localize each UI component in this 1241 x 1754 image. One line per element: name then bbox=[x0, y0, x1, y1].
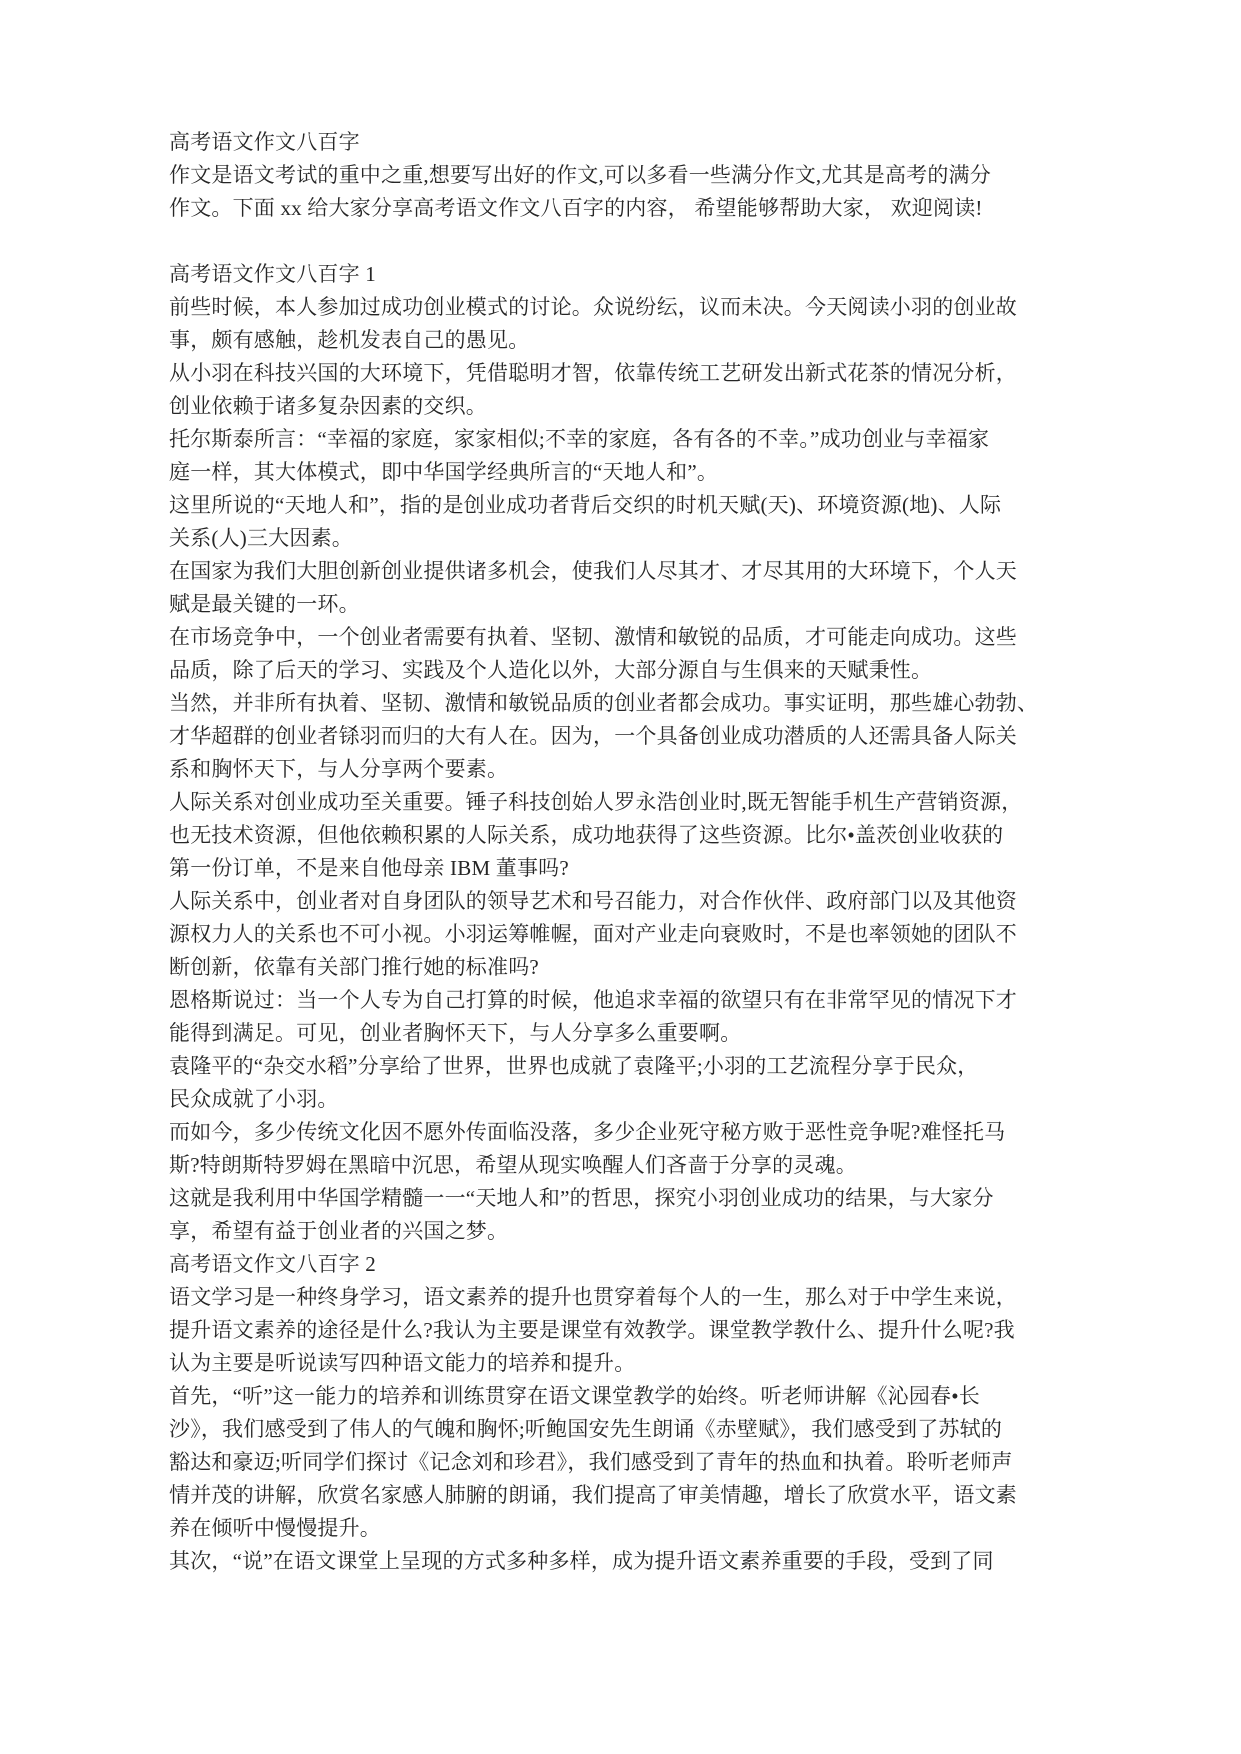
text-line: 品质，除了后天的学习、实践及个人造化以外，大部分源自与生俱来的天赋秉性。 bbox=[169, 658, 933, 682]
text-line: 当然，并非所有执着、坚韧、激情和敏锐品质的创业者都会成功。事实证明，那些雄心勃勃、 bbox=[169, 691, 1039, 715]
text-line: 民众成就了小羽。 bbox=[169, 1087, 339, 1111]
text-line: 语文学习是一种终身学习，语文素养的提升也贯穿着每个人的一生，那么对于中学生来说， bbox=[169, 1285, 1017, 1309]
text-line: 提升语文素养的途径是什么?我认为主要是课堂有效教学。课堂教学教什么、提升什么呢?我 bbox=[169, 1318, 1015, 1342]
text-line: 关系(人)三大因素。 bbox=[169, 526, 353, 550]
section-heading: 高考语文作文八百字 1 bbox=[169, 262, 376, 286]
document-body bbox=[169, 126, 1084, 1578]
text-line: 能得到满足。可见，创业者胸怀天下，与人分享多么重要啊。 bbox=[169, 1021, 742, 1045]
text-line: 从小羽在科技兴国的大环境下，凭借聪明才智，依靠传统工艺研发出新式花茶的情况分析， bbox=[169, 361, 1017, 385]
text-line: 事，颇有感触，趁机发表自己的愚见。 bbox=[169, 328, 530, 352]
text-line: 才华超群的创业者铩羽而归的大有人在。因为，一个具备创业成功潜质的人还需具备人际关 bbox=[169, 724, 1017, 748]
text-line: 作文。下面 xx 给大家分享高考语文作文八百字的内容， 希望能够帮助大家， 欢迎阅读! bbox=[169, 196, 983, 220]
text-line: 第一份订单，不是来自他母亲 IBM 董事吗? bbox=[169, 856, 569, 880]
text-line: 人际关系对创业成功至关重要。锤子科技创始人罗永浩创业时,既无智能手机生产营销资源， bbox=[169, 790, 1023, 814]
text-line: 在国家为我们大胆创新创业提供诸多机会，使我们人尽其才、才尽其用的大环境下，个人天 bbox=[169, 559, 1017, 583]
text-line: 情并茂的讲解，欣赏名家感人肺腑的朗诵，我们提高了审美情趣，增长了欣赏水平，语文素 bbox=[169, 1483, 1017, 1507]
text-line: 托尔斯泰所言：“幸福的家庭，家家相似;不幸的家庭，各有各的不幸。”成功创业与幸福家 bbox=[169, 427, 990, 451]
text-line: 前些时候，本人参加过成功创业模式的讨论。众说纷纭，议而未决。今天阅读小羽的创业故 bbox=[169, 295, 1017, 319]
text-line: 沙》，我们感受到了伟人的气魄和胸怀;听鲍国安先生朗诵《赤壁赋》，我们感受到了苏轼的 bbox=[169, 1417, 1003, 1441]
text-line: 袁隆平的“杂交水稻”分享给了世界，世界也成就了袁隆平;小羽的工艺流程分享于民众， bbox=[169, 1054, 979, 1078]
section-heading: 高考语文作文八百字 2 bbox=[169, 1252, 376, 1276]
doc-title: 高考语文作文八百字 bbox=[169, 130, 360, 154]
text-line: 首先，“听”这一能力的培养和训练贯穿在语文课堂教学的始终。听老师讲解《沁园春•长 bbox=[169, 1384, 980, 1408]
text-line: 也无技术资源，但他依赖积累的人际关系，成功地获得了这些资源。比尔•盖茨创业收获的 bbox=[169, 823, 1004, 847]
text-line: 作文是语文考试的重中之重,想要写出好的作文,可以多看一些满分作文,尤其是高考的满分 bbox=[169, 163, 991, 187]
text-line: 庭一样，其大体模式，即中华国学经典所言的“天地人和”。 bbox=[169, 460, 719, 484]
text-line: 其次，“说”在语文课堂上呈现的方式多种多样，成为提升语文素养重要的手段，受到了同 bbox=[169, 1549, 994, 1573]
text-line: 创业依赖于诸多复杂因素的交织。 bbox=[169, 394, 487, 418]
text-line: 豁达和豪迈;听同学们探讨《记念刘和珍君》，我们感受到了青年的热血和执着。聆听老师声 bbox=[169, 1450, 1013, 1474]
blank-line bbox=[169, 225, 1084, 258]
text-line: 养在倾听中慢慢提升。 bbox=[169, 1516, 381, 1540]
text-line: 认为主要是听说读写四种语文能力的培养和提升。 bbox=[169, 1351, 636, 1375]
text-line: 在市场竞争中，一个创业者需要有执着、坚韧、激情和敏锐的品质，才可能走向成功。这些 bbox=[169, 625, 1017, 649]
text-line: 而如今，多少传统文化因不愿外传面临没落，多少企业死守秘方败于恶性竞争呢?难怪托马 bbox=[169, 1120, 1006, 1144]
text-line: 享，希望有益于创业者的兴国之梦。 bbox=[169, 1219, 509, 1243]
text-line: 人际关系中，创业者对自身团队的领导艺术和号召能力，对合作伙伴、政府部门以及其他资 bbox=[169, 889, 1017, 913]
text-line: 这里所说的“天地人和”，指的是创业成功者背后交织的时机天赋(天)、环境资源(地)、人际 bbox=[169, 493, 1002, 517]
text-line: 断创新，依靠有关部门推行她的标准吗? bbox=[169, 955, 539, 979]
text-line: 恩格斯说过：当一个人专为自己打算的时候，他追求幸福的欲望只有在非常罕见的情况下才 bbox=[169, 988, 1017, 1012]
text-line: 赋是最关键的一环。 bbox=[169, 592, 360, 616]
text-line: 这就是我利用中华国学精髓一一“天地人和”的哲思，探究小羽创业成功的结果，与大家分 bbox=[169, 1186, 994, 1210]
text-line: 斯?特朗斯特罗姆在黑暗中沉思，希望从现实唤醒人们吝啬于分享的灵魂。 bbox=[169, 1153, 857, 1177]
text-line: 系和胸怀天下，与人分享两个要素。 bbox=[169, 757, 509, 781]
text-line: 源权力人的关系也不可小视。小羽运筹帷幄，面对产业走向衰败时，不是也率领她的团队不 bbox=[169, 922, 1017, 946]
